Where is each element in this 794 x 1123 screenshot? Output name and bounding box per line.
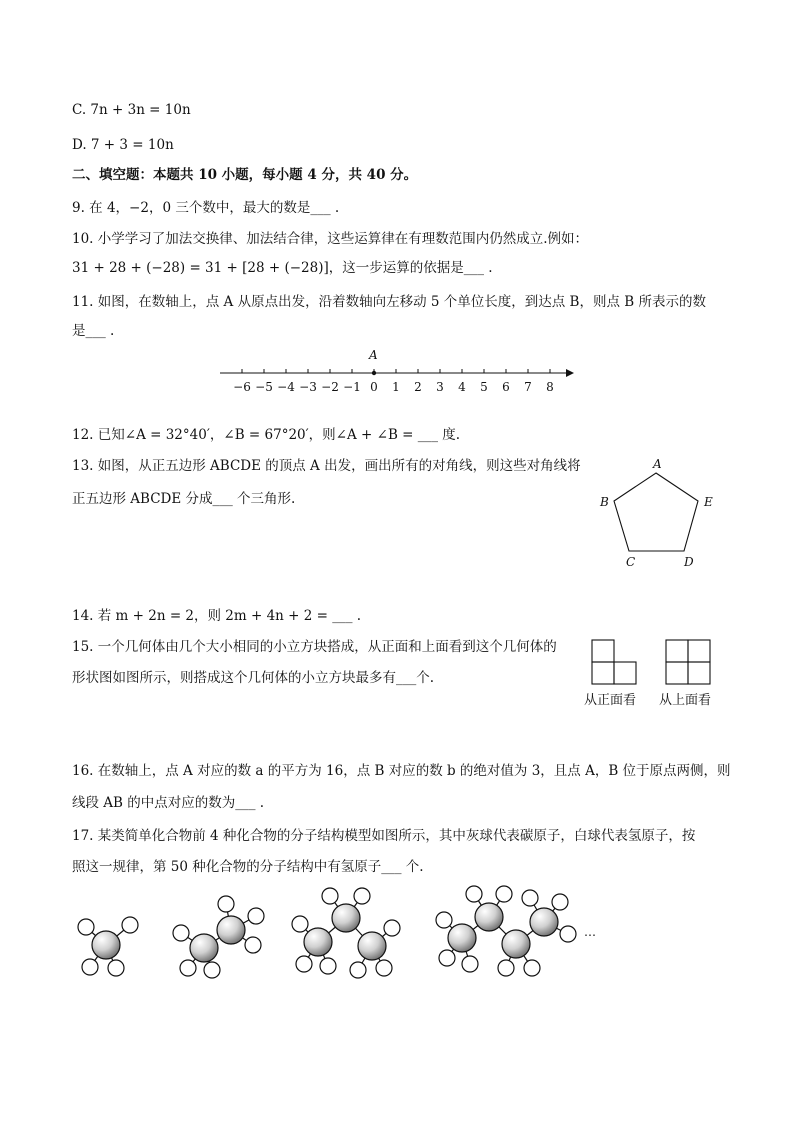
point-a-label: A [369,348,378,362]
hydrogen-atom [498,960,514,976]
carbon-atom [448,924,476,952]
option-d: D. 7 + 3 = 10n [72,137,174,153]
number-line-tick-label: 6 [502,380,510,394]
hydrogen-atom [82,959,98,975]
number-line-tick-label: 5 [480,380,488,394]
number-line-tick-label: −2 [321,380,339,394]
front-view-caption: 从正面看 [584,693,637,708]
hydrogen-atom [296,956,312,972]
carbon-atom [190,934,218,962]
hydrogen-atom [524,960,540,976]
carbon-atom [358,932,386,960]
vertex-d-label: D [684,555,694,569]
hydrogen-atom [204,962,220,978]
question-14: 14. 若 m + 2n = 2，则 2m + 4n + 2 = ___ . [72,608,362,624]
question-16-line2: 线段 AB 的中点对应的数为___ . [72,795,265,811]
vertex-c-label: C [626,555,636,569]
question-10-line2: 31 + 28 + (−28) = 31 + [28 + (−28)]，这一步运算的依据是___ . [72,260,493,276]
top-view-figure [664,638,714,688]
front-view-figure [590,638,640,688]
hydrogen-atom [496,886,512,902]
question-16-line1: 16. 在数轴上，点 A 对应的数 a 的平方为 16，点 B 对应的数 b 的绝对值为 3，且点 A，B 位于原点两侧，则 [72,763,731,779]
carbon-atom [502,930,530,958]
hydrogen-atom [466,886,482,902]
vertex-a-label: A [653,457,662,471]
hydrogen-atom [173,925,189,941]
number-line-tick-label: −4 [277,380,295,394]
number-line-tick-label: 2 [414,380,422,394]
carbon-atom [304,928,332,956]
question-12: 12. 已知∠A = 32°40′，∠B = 67°20′，则∠A + ∠B = ___ 度. [72,427,461,443]
carbon-atom [530,908,558,936]
carbon-atom [217,916,245,944]
hydrogen-atom [560,926,576,942]
carbon-atom [332,904,360,932]
question-15-line2: 形状图如图所示，则搭成这个几何体的小立方块最多有___个. [72,670,435,686]
question-11-line1: 11. 如图，在数轴上，点 A 从原点出发，沿着数轴向左移动 5 个单位长度，到达点 B，则点 B 所表示的数 [72,294,706,310]
number-line-tick-label: 1 [392,380,400,394]
question-17-line1: 17. 某类简单化合物前 4 种化合物的分子结构模型如图所示，其中灰球代表碳原子，白球代表氢原子，按 [72,828,696,844]
hydrogen-atom [108,960,124,976]
question-10-line1: 10. 小学学习了加法交换律、加法结合律，这些运算律在有理数范围内仍然成立.例如： [72,231,589,247]
hydrogen-atom [384,920,400,936]
number-line-tick-label: −1 [343,380,361,394]
number-line-tick-label: 0 [370,380,378,394]
number-line-tick-label: −3 [299,380,317,394]
molecules-ellipsis: … [584,925,596,939]
carbon-atom [475,903,503,931]
hydrogen-atom [122,917,138,933]
number-line-tick-label: −5 [255,380,273,394]
question-13-line2: 正五边形 ABCDE 分成___ 个三角形. [72,491,296,507]
option-c: C. 7n + 3n = 10n [72,102,191,118]
carbon-atom [92,931,120,959]
number-line-tick-label: 7 [524,380,532,394]
point-a-marker [372,371,376,375]
hydrogen-atom [78,919,94,935]
hydrogen-atom [354,888,370,904]
hydrogen-atom [350,962,366,978]
number-line-tick-label: 4 [458,380,466,394]
molecules-figure [66,880,626,990]
number-line-tick-label: 8 [546,380,554,394]
hydrogen-atom [552,894,568,910]
question-9: 9. 在 4，−2，0 三个数中，最大的数是___ . [72,200,340,216]
vertex-b-label: B [600,495,609,509]
hydrogen-atom [522,890,538,906]
hydrogen-atom [248,908,264,924]
hydrogen-atom [218,896,234,912]
hydrogen-atom [436,912,452,928]
pentagon-figure [598,455,728,575]
vertex-e-label: E [704,495,713,509]
top-view-caption: 从上面看 [659,693,712,708]
hydrogen-atom [439,950,455,966]
hydrogen-atom [462,956,478,972]
number-line-tick-label: −6 [233,380,251,394]
question-11-line2: 是___ . [72,323,115,339]
hydrogen-atom [320,958,336,974]
hydrogen-atom [180,960,196,976]
question-15-line1: 15. 一个几何体由几个大小相同的小立方块搭成，从正面和上面看到这个几何体的 [72,639,557,655]
number-line-tick-label: 3 [436,380,444,394]
pentagon-shape [614,473,698,551]
hydrogen-atom [376,960,392,976]
question-17-line2: 照这一规律，第 50 种化合物的分子结构中有氢原子___ 个. [72,859,424,875]
number-line-figure [220,345,580,395]
question-13-line1: 13. 如图，从正五边形 ABCDE 的顶点 A 出发，画出所有的对角线，则这些对角线将 [72,458,581,474]
section-heading: 二、填空题：本题共 10 小题，每小题 4 分，共 40 分。 [72,167,418,183]
hydrogen-atom [322,888,338,904]
hydrogen-atom [245,937,261,953]
hydrogen-atom [292,916,308,932]
